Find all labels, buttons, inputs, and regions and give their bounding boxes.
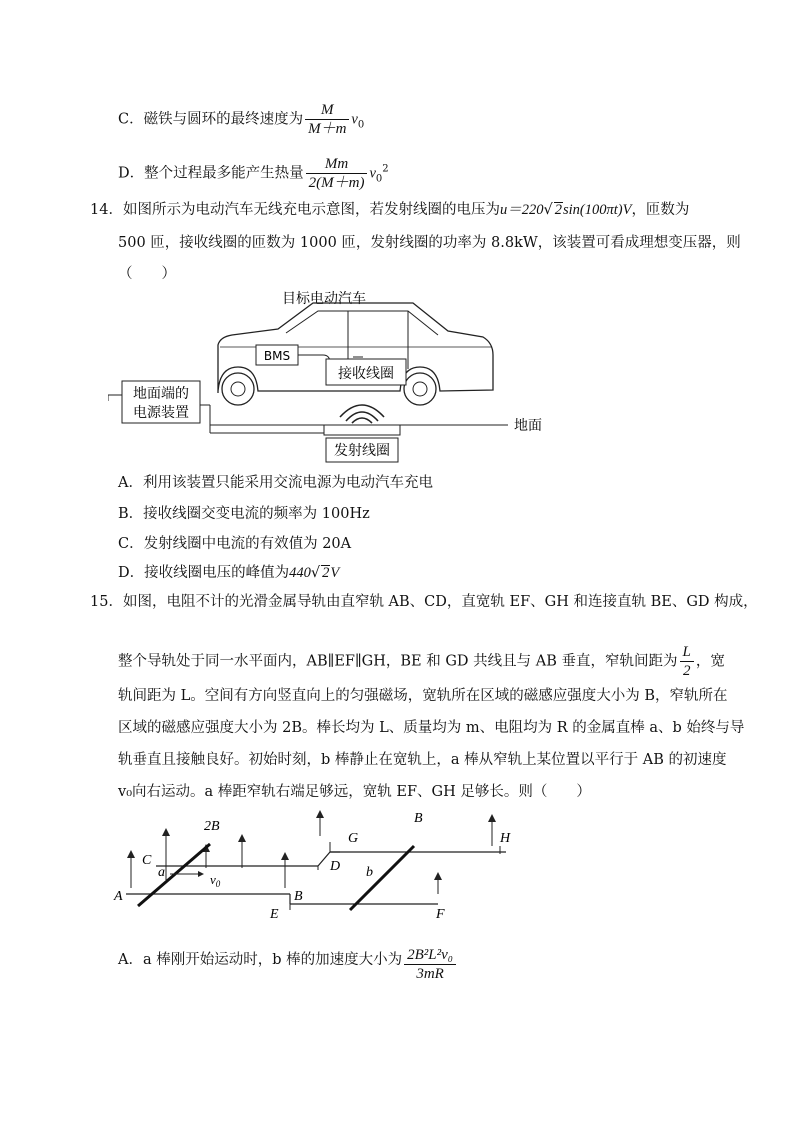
q14-stem-line1: 14．如图所示为电动汽车无线充电示意图，若发射线圈的电压为u＝220√ 2sin(100πt)V，匝数为 <box>90 202 690 218</box>
wave-signal-icon-2 <box>340 405 384 417</box>
rod-b <box>350 846 414 910</box>
rear-wheel <box>404 373 436 405</box>
q15-option-a-fraction: $\frac{\text{2B²L²v₀}}{3mR}$ <box>404 946 456 983</box>
q14-option-c: C．发射线圈中电流的有效值为 20A <box>118 536 352 552</box>
q13-option-c-fraction: $\frac{M}{M+m}$ <box>305 101 349 138</box>
wave-signal-icon-3 <box>352 418 372 423</box>
ground-power-label-1: 地面端的 <box>133 386 189 402</box>
q15-option-a: A．a 棒刚开始运动时，b 棒的加速度大小为 $\frac{\text{2B²L²v₀}}{3mR}$ <box>118 946 458 983</box>
q15-fraction-l2: $\frac{L}{2}$ <box>680 643 694 680</box>
label-2B: 2B <box>204 819 220 834</box>
label-G: G <box>348 831 359 846</box>
label-b: b <box>366 865 373 880</box>
label-a: a <box>158 865 165 880</box>
label-C: C <box>142 853 152 868</box>
q15-rail-figure <box>108 808 518 920</box>
q14-option-d: D．接收线圈电压的峰值为440√ 2V <box>118 565 340 581</box>
q14-option-a: A．利用该装置只能采用交流电源为电动汽车充电 <box>118 475 433 491</box>
q15-stem-line3: 轨间距为 L。空间有方向竖直向上的匀强磁场，宽轨所在区域的磁感应强度大小为 B，窄轨所在 <box>118 688 728 704</box>
q14-ev-charging-figure <box>108 285 568 467</box>
bms-wire <box>298 355 330 369</box>
ground-label: 地面 <box>514 418 542 434</box>
q14-option-b: B．接收线圈交变电流的频率为 100Hz <box>118 506 370 522</box>
label-E: E <box>270 907 279 920</box>
transmit-pad <box>324 425 400 435</box>
label-v0: $v_0$ <box>210 872 221 889</box>
q15-stem-line4: 区域的磁感应强度大小为 2B。棒长均为 L、质量均为 m、电阻均为 R 的金属直棒 a、b 始终与导 <box>118 720 745 736</box>
car-title-label: 目标电动汽车 <box>282 291 366 307</box>
label-H: H <box>500 831 511 846</box>
ground-power-label-2: 电源装置 <box>133 405 189 421</box>
q13-option-d-fraction: $\frac{Mm}{2(M+m)}$ <box>306 155 368 192</box>
label-F: F <box>436 907 445 920</box>
front-wheel <box>222 373 254 405</box>
label-A: A <box>114 889 123 904</box>
transmit-coil-label: 发射线圈 <box>334 443 390 459</box>
q14-stem-line2: 500 匝，接收线圈的匝数为 1000 匝，发射线圈的功率为 8.8kW，该装置可看成理想变压器，则 <box>118 235 741 251</box>
label-D: D <box>330 859 341 874</box>
wave-signal-icon <box>346 412 378 421</box>
velocity-arrow-head <box>198 871 204 877</box>
receive-coil-label: 接收线圈 <box>338 366 394 382</box>
q13-option-c: C．磁铁与圆环的最终速度为 $\frac{M}{M+m}$ $v_0$ <box>118 102 365 137</box>
q15-stem-line1: 15．如图，电阻不计的光滑金属导轨由直窄轨 AB、CD，直宽轨 EF、GH 和连接直轨 BE、GD 构成， <box>90 594 758 610</box>
q15-stem-line2: 整个导轨处于同一水平面内，AB∥EF∥GH，BE 和 GD 共线且与 AB 垂直，窄轨间距为 $\frac{L}{2}$ ，宽 <box>118 644 725 679</box>
q15-stem-line6: v₀向右运动。a 棒距窄轨右端足够远，宽轨 EF、GH 足够长。则（ ） <box>118 784 591 800</box>
car-roof-inner <box>286 311 438 335</box>
label-B-point: B <box>294 889 303 904</box>
q14-stem-line3: （ ） <box>118 266 176 282</box>
label-B-wide: B <box>414 811 423 826</box>
bms-label: BMS <box>263 349 291 363</box>
q13-option-d: D．整个过程最多能产生热量 $\frac{Mm}{2(M+m)}$ $v_0^2$ <box>118 156 389 191</box>
q15-stem-line5: 轨垂直且接触良好。初始时刻，b 棒静止在宽轨上，a 棒从窄轨上某位置以平行于 AB 的初速度 <box>118 752 727 768</box>
